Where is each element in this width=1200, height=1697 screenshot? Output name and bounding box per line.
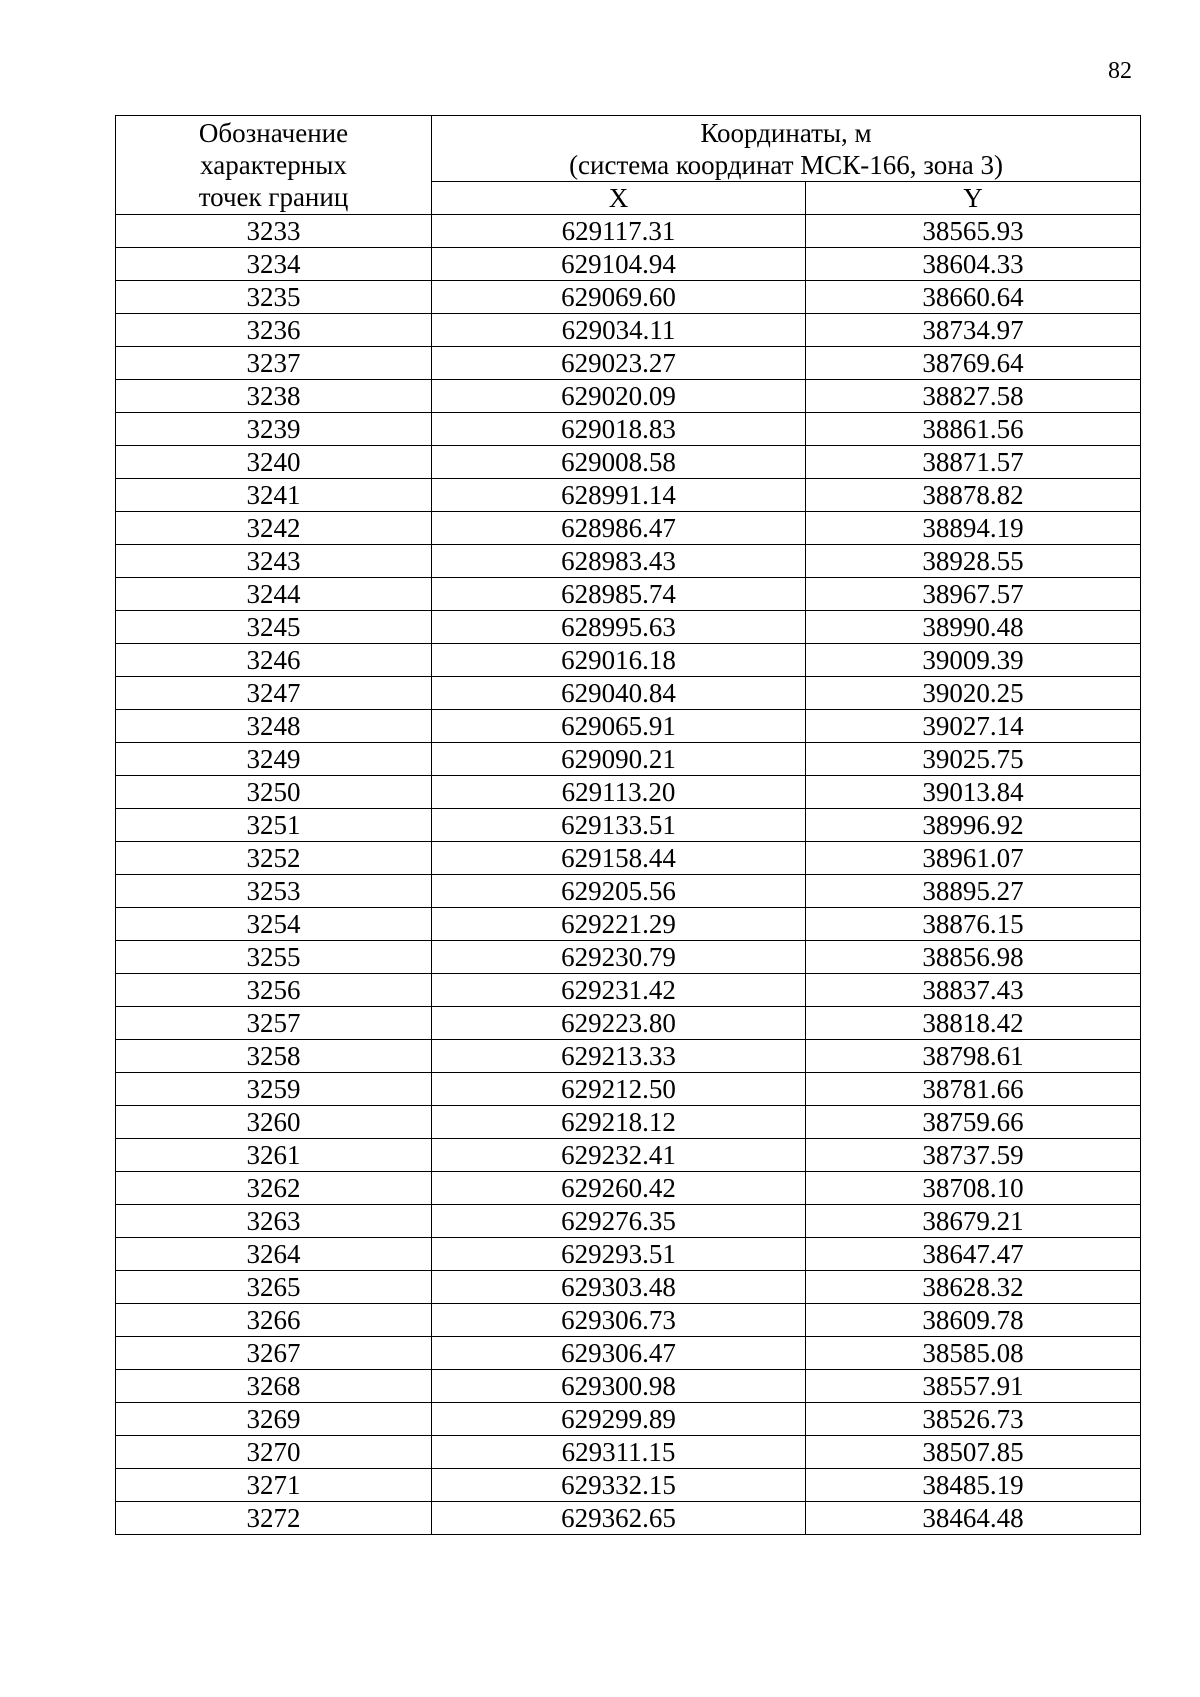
y-coordinate-cell: 38557.91 — [806, 1370, 1141, 1403]
x-coordinate-cell: 629362.65 — [432, 1502, 806, 1535]
table-row — [116, 413, 1141, 446]
table-row — [116, 1007, 1141, 1040]
x-coordinate-cell: 629069.60 — [432, 281, 806, 314]
y-coordinate-cell: 38856.98 — [806, 941, 1141, 974]
x-coordinate-cell: 629276.35 — [432, 1205, 806, 1238]
table-row — [116, 1040, 1141, 1073]
table-row — [116, 347, 1141, 380]
table-row — [116, 1436, 1141, 1469]
point-cell: 3241 — [116, 479, 432, 512]
table-row — [116, 1073, 1141, 1106]
table-row — [116, 1502, 1141, 1535]
point-cell: 3234 — [116, 248, 432, 281]
x-coordinate-cell: 629158.44 — [432, 842, 806, 875]
point-cell: 3252 — [116, 842, 432, 875]
point-cell: 3249 — [116, 743, 432, 776]
y-coordinate-cell: 38565.93 — [806, 215, 1141, 248]
y-coordinate-cell: 38961.07 — [806, 842, 1141, 875]
y-coordinate-cell: 38660.64 — [806, 281, 1141, 314]
x-coordinate-cell: 629300.98 — [432, 1370, 806, 1403]
point-cell: 3259 — [116, 1073, 432, 1106]
y-coordinate-cell: 38737.59 — [806, 1139, 1141, 1172]
table-row — [116, 1271, 1141, 1304]
point-cell: 3248 — [116, 710, 432, 743]
point-cell: 3246 — [116, 644, 432, 677]
x-coordinate-cell: 629221.29 — [432, 908, 806, 941]
table-row — [116, 908, 1141, 941]
point-cell: 3233 — [116, 215, 432, 248]
point-header-line-3: точек границ — [198, 182, 349, 212]
y-coordinate-cell: 38628.32 — [806, 1271, 1141, 1304]
x-coordinate-cell: 629090.21 — [432, 743, 806, 776]
x-coordinate-cell: 628985.74 — [432, 578, 806, 611]
table-row — [116, 314, 1141, 347]
x-coordinate-cell: 628986.47 — [432, 512, 806, 545]
y-coordinate-cell: 38837.43 — [806, 974, 1141, 1007]
table-row — [116, 677, 1141, 710]
point-cell: 3255 — [116, 941, 432, 974]
y-coordinate-cell: 39009.39 — [806, 644, 1141, 677]
coordinates-table — [115, 115, 1141, 1535]
table-row — [116, 809, 1141, 842]
y-coordinate-cell: 39025.75 — [806, 743, 1141, 776]
x-coordinate-cell: 629230.79 — [432, 941, 806, 974]
y-coordinate-cell: 38759.66 — [806, 1106, 1141, 1139]
y-coordinate-cell: 38876.15 — [806, 908, 1141, 941]
table-row — [116, 578, 1141, 611]
x-column-header: X — [432, 182, 806, 215]
point-cell: 3266 — [116, 1304, 432, 1337]
point-cell: 3253 — [116, 875, 432, 908]
point-cell: 3240 — [116, 446, 432, 479]
y-coordinate-cell: 38679.21 — [806, 1205, 1141, 1238]
table-row — [116, 1337, 1141, 1370]
x-coordinate-cell: 628991.14 — [432, 479, 806, 512]
x-coordinate-cell: 629332.15 — [432, 1469, 806, 1502]
table-row — [116, 1403, 1141, 1436]
table-row — [116, 875, 1141, 908]
y-coordinate-cell: 38485.19 — [806, 1469, 1141, 1502]
y-coordinate-cell: 38464.48 — [806, 1502, 1141, 1535]
point-cell: 3260 — [116, 1106, 432, 1139]
x-coordinate-cell: 629034.11 — [432, 314, 806, 347]
x-coordinate-cell: 629018.83 — [432, 413, 806, 446]
point-cell: 3235 — [116, 281, 432, 314]
x-coordinate-cell: 629133.51 — [432, 809, 806, 842]
x-coordinate-cell: 629020.09 — [432, 380, 806, 413]
x-coordinate-cell: 629008.58 — [432, 446, 806, 479]
table-row — [116, 974, 1141, 1007]
point-cell: 3272 — [116, 1502, 432, 1535]
y-coordinate-cell: 39027.14 — [806, 710, 1141, 743]
y-coordinate-cell: 38894.19 — [806, 512, 1141, 545]
x-coordinate-cell: 629213.33 — [432, 1040, 806, 1073]
table-row — [116, 1304, 1141, 1337]
table-row — [116, 644, 1141, 677]
point-cell: 3244 — [116, 578, 432, 611]
point-cell: 3271 — [116, 1469, 432, 1502]
point-cell: 3243 — [116, 545, 432, 578]
x-coordinate-cell: 629065.91 — [432, 710, 806, 743]
y-coordinate-cell: 38861.56 — [806, 413, 1141, 446]
y-coordinate-cell: 38708.10 — [806, 1172, 1141, 1205]
table-row — [116, 281, 1141, 314]
table-row — [116, 1139, 1141, 1172]
table-body — [116, 215, 1141, 1535]
x-coordinate-cell: 628995.63 — [432, 611, 806, 644]
y-column-header: Y — [806, 182, 1141, 215]
y-coordinate-cell: 38734.97 — [806, 314, 1141, 347]
point-cell: 3239 — [116, 413, 432, 446]
x-coordinate-cell: 629117.31 — [432, 215, 806, 248]
point-cell: 3250 — [116, 776, 432, 809]
point-cell: 3251 — [116, 809, 432, 842]
y-coordinate-cell: 38769.64 — [806, 347, 1141, 380]
point-cell: 3270 — [116, 1436, 432, 1469]
point-cell: 3265 — [116, 1271, 432, 1304]
table-row — [116, 1205, 1141, 1238]
y-coordinate-cell: 38507.85 — [806, 1436, 1141, 1469]
y-coordinate-cell: 38585.08 — [806, 1337, 1141, 1370]
table-row — [116, 1370, 1141, 1403]
x-coordinate-cell: 629293.51 — [432, 1238, 806, 1271]
point-cell: 3262 — [116, 1172, 432, 1205]
y-coordinate-cell: 38990.48 — [806, 611, 1141, 644]
x-coordinate-cell: 629306.73 — [432, 1304, 806, 1337]
table-row — [116, 380, 1141, 413]
x-coordinate-cell: 629205.56 — [432, 875, 806, 908]
y-coordinate-cell: 38928.55 — [806, 545, 1141, 578]
x-coordinate-cell: 629303.48 — [432, 1271, 806, 1304]
y-coordinate-cell: 38781.66 — [806, 1073, 1141, 1106]
x-coordinate-cell: 629232.41 — [432, 1139, 806, 1172]
x-coordinate-cell: 629311.15 — [432, 1436, 806, 1469]
y-coordinate-cell: 38604.33 — [806, 248, 1141, 281]
point-cell: 3247 — [116, 677, 432, 710]
x-coordinate-cell: 629260.42 — [432, 1172, 806, 1205]
table-row — [116, 1172, 1141, 1205]
x-coordinate-cell: 629023.27 — [432, 347, 806, 380]
y-coordinate-cell: 38647.47 — [806, 1238, 1141, 1271]
point-cell: 3264 — [116, 1238, 432, 1271]
x-coordinate-cell: 629212.50 — [432, 1073, 806, 1106]
table-row — [116, 941, 1141, 974]
table-row — [116, 1106, 1141, 1139]
point-cell: 3242 — [116, 512, 432, 545]
table-row — [116, 446, 1141, 479]
point-cell: 3236 — [116, 314, 432, 347]
table-row — [116, 710, 1141, 743]
table-row — [116, 248, 1141, 281]
y-coordinate-cell: 38827.58 — [806, 380, 1141, 413]
table-row — [116, 743, 1141, 776]
x-coordinate-cell: 629299.89 — [432, 1403, 806, 1436]
point-header-line-1: Обозначение — [198, 118, 349, 148]
point-cell: 3245 — [116, 611, 432, 644]
point-cell: 3254 — [116, 908, 432, 941]
x-coordinate-cell: 629231.42 — [432, 974, 806, 1007]
table-row — [116, 545, 1141, 578]
table-row — [116, 776, 1141, 809]
point-cell: 3269 — [116, 1403, 432, 1436]
y-coordinate-cell: 38996.92 — [806, 809, 1141, 842]
x-coordinate-cell: 629040.84 — [432, 677, 806, 710]
table-header — [116, 116, 1141, 215]
page-number: 82 — [1108, 58, 1132, 84]
coordinates-header — [432, 116, 1141, 182]
point-cell: 3238 — [116, 380, 432, 413]
point-header-line-2: характерных — [200, 150, 347, 180]
point-cell: 3263 — [116, 1205, 432, 1238]
point-designation-header — [116, 116, 432, 215]
table-row — [116, 842, 1141, 875]
y-coordinate-cell: 39020.25 — [806, 677, 1141, 710]
table-row — [116, 512, 1141, 545]
point-cell: 3237 — [116, 347, 432, 380]
x-coordinate-cell: 629113.20 — [432, 776, 806, 809]
x-coordinate-cell: 628983.43 — [432, 545, 806, 578]
point-cell: 3267 — [116, 1337, 432, 1370]
y-coordinate-cell: 38871.57 — [806, 446, 1141, 479]
point-cell: 3261 — [116, 1139, 432, 1172]
table-row — [116, 479, 1141, 512]
y-coordinate-cell: 38878.82 — [806, 479, 1141, 512]
y-coordinate-cell: 38967.57 — [806, 578, 1141, 611]
y-coordinate-cell: 39013.84 — [806, 776, 1141, 809]
y-coordinate-cell: 38526.73 — [806, 1403, 1141, 1436]
point-cell: 3268 — [116, 1370, 432, 1403]
coordinates-header-line-2: (система координат МСК-166, зона 3) — [569, 150, 1003, 180]
point-cell: 3257 — [116, 1007, 432, 1040]
point-cell: 3258 — [116, 1040, 432, 1073]
y-coordinate-cell: 38895.27 — [806, 875, 1141, 908]
point-cell: 3256 — [116, 974, 432, 1007]
x-coordinate-cell: 629016.18 — [432, 644, 806, 677]
table-row — [116, 1238, 1141, 1271]
x-coordinate-cell: 629218.12 — [432, 1106, 806, 1139]
table-row — [116, 1469, 1141, 1502]
table-row — [116, 611, 1141, 644]
x-coordinate-cell: 629223.80 — [432, 1007, 806, 1040]
header-row-1 — [116, 116, 1141, 182]
y-coordinate-cell: 38798.61 — [806, 1040, 1141, 1073]
y-coordinate-cell: 38818.42 — [806, 1007, 1141, 1040]
y-coordinate-cell: 38609.78 — [806, 1304, 1141, 1337]
table-row — [116, 215, 1141, 248]
x-coordinate-cell: 629306.47 — [432, 1337, 806, 1370]
x-coordinate-cell: 629104.94 — [432, 248, 806, 281]
coordinates-header-line-1: Координаты, м — [700, 118, 872, 148]
